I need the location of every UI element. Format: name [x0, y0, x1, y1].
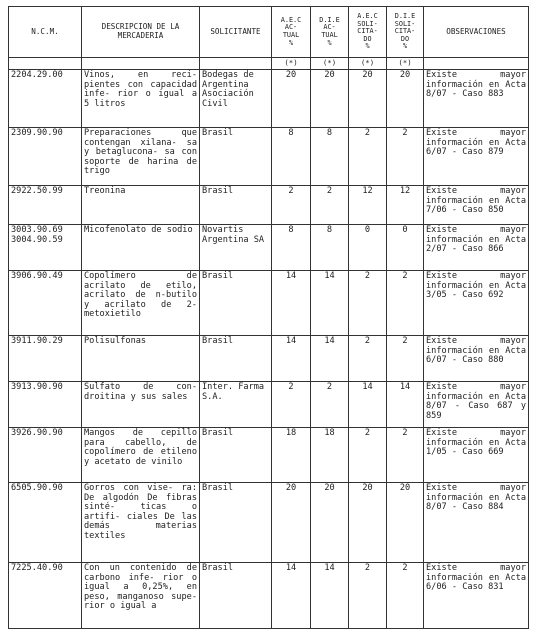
cell-die-actual: 8: [311, 225, 349, 271]
cell-descripcion: Con un contenido de carbono infe- rior o igual a 0,25%, en peso, manganoso supe- rior o igual a: [82, 563, 200, 629]
cell-solicitante: Bodegas de Argentina Asociación Civil: [200, 70, 272, 128]
cell-aec-solicitado: 20: [349, 70, 387, 128]
cell-ncm: [9, 271, 82, 336]
cell-die-solicitado: 2: [387, 563, 424, 629]
cell-ncm: [9, 225, 82, 271]
cell-observaciones: Existe mayor información en Acta 1/05 - Caso 669: [424, 428, 529, 483]
cell-observaciones: Existe mayor información en Acta 8/07 - Caso 687 y 859: [424, 382, 529, 428]
cell-die-actual: 14: [311, 336, 349, 382]
cell-ncm: [9, 563, 82, 629]
cell-descripcion: Sulfato de con- droitina y sus sales: [82, 382, 200, 428]
header-observaciones: OBSERVACIONES: [424, 7, 529, 58]
cell-solicitante: Brasil: [200, 563, 272, 629]
cell-aec-solicitado: 2: [349, 428, 387, 483]
table-row: [9, 382, 529, 428]
table-row: [9, 225, 529, 271]
cell-die-solicitado: 2: [387, 271, 424, 336]
tariff-table: [8, 6, 529, 629]
header-descripcion: DESCRIPCION DE LA MERCADERIA: [82, 7, 200, 58]
cell-die-solicitado: 2: [387, 128, 424, 186]
cell-descripcion: Copolímero de acrilato de etilo, acrilato de n-butilo y acrilato de 2- metoxietilo: [82, 271, 200, 336]
cell-solicitante: Brasil: [200, 271, 272, 336]
cell-aec-actual: 2: [272, 186, 311, 225]
table-row: [9, 70, 529, 128]
header-aec-actual-line: AC-: [284, 23, 298, 32]
cell-observaciones: Existe mayor información en Acta 3/05 - Caso 692: [424, 271, 529, 336]
star-spacer: [200, 58, 272, 70]
table-row: [9, 483, 529, 563]
cell-solicitante: Brasil: [200, 128, 272, 186]
cell-aec-actual: 14: [272, 336, 311, 382]
star-spacer: [424, 58, 529, 70]
header-aec-actual-line: %: [288, 38, 294, 47]
cell-descripcion: Polisulfonas: [82, 336, 200, 382]
cell-ncm: [9, 428, 82, 483]
cell-aec-actual: 14: [272, 271, 311, 336]
cell-observaciones: Existe mayor información en Acta 8/07 - Caso 883: [424, 70, 529, 128]
ncm-code: 2309.90.90: [11, 128, 63, 138]
header-aec-actual-line: A.E.C: [280, 15, 302, 24]
table-body: [9, 70, 529, 629]
cell-die-solicitado: 2: [387, 336, 424, 382]
ncm-code: 3913.90.90: [11, 382, 63, 392]
cell-descripcion: Treonina: [82, 186, 200, 225]
cell-solicitante: Brasil: [200, 336, 272, 382]
cell-aec-solicitado: 2: [349, 336, 387, 382]
header-die-actual-line: D.I.E: [319, 15, 340, 24]
ncm-code: 2204.29.00: [11, 70, 63, 80]
cell-descripcion: Vinos, en reci- pientes con capacidad infe- rior o igual a 5 litros: [82, 70, 200, 128]
header-die-actual-line: AC-: [323, 23, 336, 32]
star-spacer: [82, 58, 200, 70]
cell-observaciones: Existe mayor información en Acta 8/07 - Caso 884: [424, 483, 529, 563]
ncm-code: 3906.90.49: [11, 271, 63, 281]
cell-aec-solicitado: 2: [349, 563, 387, 629]
header-ncm: N.C.M.: [9, 7, 82, 58]
cell-solicitante: Inter. Farma S.A.: [200, 382, 272, 428]
table-header: [9, 7, 529, 70]
cell-die-solicitado: 2: [387, 428, 424, 483]
cell-observaciones: Existe mayor información en Acta 6/07 - Caso 879: [424, 128, 529, 186]
cell-observaciones: Existe mayor información en Acta 6/06 - Caso 831: [424, 563, 529, 629]
cell-descripcion: Gorros con vise- ra: De algodón De fibras sinté- ticas o artifi- ciales De las demás materias textiles: [82, 483, 200, 563]
ncm-code: 7225.40.90: [11, 563, 63, 573]
cell-aec-actual: 8: [272, 225, 311, 271]
cell-aec-actual: 18: [272, 428, 311, 483]
cell-aec-actual: 2: [272, 382, 311, 428]
cell-observaciones: Existe mayor información en Acta 6/07 - Caso 880: [424, 336, 529, 382]
cell-die-actual: 18: [311, 428, 349, 483]
cell-die-actual: 14: [311, 271, 349, 336]
cell-ncm: [9, 336, 82, 382]
cell-solicitante: Brasil: [200, 186, 272, 225]
cell-solicitante: Novartis Argentina SA: [200, 225, 272, 271]
cell-aec-solicitado: 0: [349, 225, 387, 271]
header-die-sol-line: D.I.E: [394, 12, 416, 21]
ncm-code: 6505.90.90: [11, 483, 63, 493]
header-die-actual-line: %: [327, 38, 332, 47]
cell-aec-solicitado: 12: [349, 186, 387, 225]
star-mark: (*): [387, 58, 424, 70]
ncm-code: 3911.90.29: [11, 336, 63, 346]
cell-solicitante: Brasil: [200, 483, 272, 563]
cell-observaciones: Existe mayor información en Acta 7/06 - Caso 850: [424, 186, 529, 225]
star-spacer: [9, 58, 82, 70]
cell-ncm: [9, 128, 82, 186]
cell-die-actual: 2: [311, 382, 349, 428]
header-die-solicitado: [387, 7, 424, 58]
header-die-actual: [311, 7, 349, 58]
cell-ncm: [9, 186, 82, 225]
header-die-sol-line: SOLI-: [394, 19, 416, 28]
cell-descripcion: Preparaciones que contengan xilana- sa y betaglucona- sa con soporte de harina de trigo: [82, 128, 200, 186]
ncm-code: 2922.50.99: [11, 186, 63, 196]
cell-ncm: [9, 483, 82, 563]
cell-die-actual: 20: [311, 70, 349, 128]
header-die-sol-line: DO: [400, 34, 410, 43]
table-row: [9, 186, 529, 225]
cell-descripcion: Mangos de cepillo para cabello, de copolímero de etileno y acetato de vinilo: [82, 428, 200, 483]
star-mark: (*): [311, 58, 349, 70]
header-solicitante: SOLICITANTE: [200, 7, 272, 58]
cell-die-solicitado: 20: [387, 70, 424, 128]
ncm-code: 3004.90.59: [11, 234, 63, 245]
cell-aec-solicitado: 14: [349, 382, 387, 428]
cell-aec-solicitado: 20: [349, 483, 387, 563]
table-row: [9, 271, 529, 336]
table-row: [9, 128, 529, 186]
header-aec-solicitado: [349, 7, 387, 58]
cell-descripcion: Micofenolato de sodio: [82, 225, 200, 271]
cell-ncm: [9, 382, 82, 428]
ncm-code: 3003.90.69: [11, 225, 63, 235]
cell-aec-actual: 20: [272, 483, 311, 563]
cell-observaciones: Existe mayor información en Acta 2/07 - Caso 866: [424, 225, 529, 271]
header-aec-sol-line: SOLI-: [357, 19, 378, 28]
header-aec-actual-line: TUAL: [282, 31, 300, 39]
cell-die-solicitado: 14: [387, 382, 424, 428]
header-die-actual-line: TUAL: [321, 31, 338, 39]
cell-die-solicitado: 20: [387, 483, 424, 563]
cell-die-actual: 8: [311, 128, 349, 186]
cell-die-actual: 14: [311, 563, 349, 629]
header-aec-sol-line: CITA-: [357, 27, 378, 36]
cell-die-actual: 2: [311, 186, 349, 225]
cell-aec-solicitado: 2: [349, 128, 387, 186]
cell-aec-actual: 20: [272, 70, 311, 128]
header-aec-sol-line: %: [365, 42, 370, 51]
header-die-sol-line: CITA-: [394, 27, 416, 36]
cell-ncm: [9, 70, 82, 128]
table-row: [9, 336, 529, 382]
table-row: [9, 563, 529, 629]
header-aec-sol-line: A.E.C: [357, 12, 378, 21]
star-mark: (*): [349, 58, 387, 70]
header-die-sol-line: %: [402, 42, 408, 51]
cell-die-solicitado: 0: [387, 225, 424, 271]
cell-aec-solicitado: 2: [349, 271, 387, 336]
cell-die-actual: 20: [311, 483, 349, 563]
header-aec-sol-line: DO: [363, 34, 372, 43]
cell-aec-actual: 8: [272, 128, 311, 186]
cell-solicitante: Brasil: [200, 428, 272, 483]
header-aec-actual: [272, 7, 311, 58]
star-mark: (*): [272, 58, 311, 70]
cell-die-solicitado: 12: [387, 186, 424, 225]
table-row: [9, 428, 529, 483]
ncm-code: 3926.90.90: [11, 428, 63, 438]
cell-aec-actual: 14: [272, 563, 311, 629]
